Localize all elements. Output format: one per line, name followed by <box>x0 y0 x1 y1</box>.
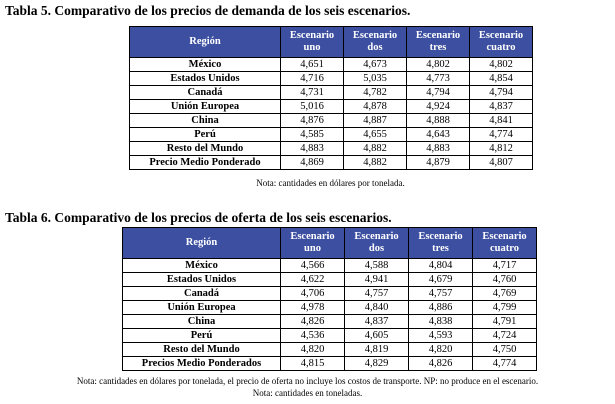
table-row <box>130 72 533 86</box>
value-cell: 4,837 <box>345 315 409 329</box>
table-row <box>130 58 533 72</box>
region-cell: Precios Medio Ponderados <box>123 357 281 371</box>
table6-header-1-line-0: Escenario <box>290 231 335 242</box>
value-cell: 4,757 <box>345 287 409 301</box>
region-cell: México <box>130 58 281 72</box>
value-cell: 4,760 <box>473 273 537 287</box>
value-cell: 4,536 <box>281 329 345 343</box>
region-cell: Precio Medio Ponderado <box>130 156 281 170</box>
value-cell: 4,651 <box>281 58 344 72</box>
value-cell: 5,016 <box>281 100 344 114</box>
value-cell: 4,794 <box>470 86 533 100</box>
table6-header-1-line-1: uno <box>304 243 321 254</box>
table6-header-4-line-1: cuatro <box>490 243 519 254</box>
value-cell: 4,802 <box>407 58 470 72</box>
value-cell: 4,819 <box>345 343 409 357</box>
table5-header-0-line-0: Región <box>189 36 221 47</box>
table5-note: Nota: cantidades en dólares por tonelada. <box>256 178 405 188</box>
value-cell: 4,655 <box>344 128 407 142</box>
table5-header-row <box>130 27 533 58</box>
region-cell: Canadá <box>123 287 281 301</box>
table-row <box>123 315 537 329</box>
value-cell: 4,807 <box>470 156 533 170</box>
table6-header-row <box>123 228 537 259</box>
table6-header-4 <box>473 228 537 259</box>
table5-header-2-line-1: dos <box>367 42 383 53</box>
table-row <box>123 357 537 371</box>
region-cell: Perú <box>130 128 281 142</box>
region-cell: Unión Europea <box>123 301 281 315</box>
table5-header-1-line-0: Escenario <box>289 30 335 41</box>
value-cell: 4,605 <box>345 329 409 343</box>
table5-header-4-line-0: Escenario <box>478 30 524 41</box>
value-cell: 4,837 <box>470 100 533 114</box>
table-row <box>130 128 533 142</box>
value-cell: 4,673 <box>344 58 407 72</box>
value-cell: 4,886 <box>409 301 473 315</box>
value-cell: 4,883 <box>407 142 470 156</box>
value-cell: 4,812 <box>470 142 533 156</box>
table6-header-3-line-1: tres <box>432 243 449 254</box>
table-row <box>130 156 533 170</box>
table-row <box>123 287 537 301</box>
value-cell: 4,799 <box>473 301 537 315</box>
table6-header-2-line-0: Escenario <box>354 231 399 242</box>
table5-header-0 <box>130 27 281 58</box>
value-cell: 4,820 <box>281 343 345 357</box>
table-row <box>130 86 533 100</box>
table-row <box>123 301 537 315</box>
value-cell: 4,888 <box>407 114 470 128</box>
table-row <box>130 100 533 114</box>
value-cell: 4,791 <box>473 315 537 329</box>
value-cell: 4,593 <box>409 329 473 343</box>
value-cell: 4,876 <box>281 114 344 128</box>
table5-header-2-line-0: Escenario <box>352 30 398 41</box>
value-cell: 4,826 <box>281 315 345 329</box>
value-cell: 4,794 <box>407 86 470 100</box>
region-cell: China <box>123 315 281 329</box>
region-cell: Estados Unidos <box>123 273 281 287</box>
value-cell: 4,815 <box>281 357 345 371</box>
table5-header-1-line-1: uno <box>303 42 321 53</box>
value-cell: 4,706 <box>281 287 345 301</box>
table5-title: Tabla 5. Comparativo de los precios de demanda de los seis escenarios. <box>5 3 411 18</box>
region-cell: Resto del Mundo <box>123 343 281 357</box>
value-cell: 4,883 <box>281 142 344 156</box>
value-cell: 4,879 <box>407 156 470 170</box>
value-cell: 4,924 <box>407 100 470 114</box>
table5-header-4 <box>470 27 533 58</box>
value-cell: 4,978 <box>281 301 345 315</box>
region-cell: México <box>123 259 281 273</box>
value-cell: 4,774 <box>473 357 537 371</box>
value-cell: 4,838 <box>409 315 473 329</box>
table5-header-3 <box>407 27 470 58</box>
value-cell: 4,802 <box>470 58 533 72</box>
value-cell: 4,826 <box>409 357 473 371</box>
value-cell: 4,854 <box>470 72 533 86</box>
value-cell: 4,731 <box>281 86 344 100</box>
table6-header-4-line-0: Escenario <box>482 231 527 242</box>
table6-note-line2: Nota: cantidades en toneladas. <box>252 388 363 398</box>
table6-header-3-line-0: Escenario <box>418 231 463 242</box>
table5-header-1 <box>281 27 344 58</box>
value-cell: 4,622 <box>281 273 345 287</box>
value-cell: 4,769 <box>473 287 537 301</box>
value-cell: 4,887 <box>344 114 407 128</box>
region-cell: China <box>130 114 281 128</box>
value-cell: 4,643 <box>407 128 470 142</box>
region-cell: Perú <box>123 329 281 343</box>
value-cell: 4,804 <box>409 259 473 273</box>
table5-demand-prices <box>129 26 533 170</box>
table5-header-4-line-1: cuatro <box>486 42 516 53</box>
value-cell: 4,773 <box>407 72 470 86</box>
table6-header-3 <box>409 228 473 259</box>
region-cell: Canadá <box>130 86 281 100</box>
value-cell: 4,941 <box>345 273 409 287</box>
value-cell: 4,782 <box>344 86 407 100</box>
table5-header-2 <box>344 27 407 58</box>
table6-title: Tabla 6. Comparativo de los precios de oferta de los seis escenarios. <box>5 210 392 225</box>
value-cell: 4,724 <box>473 329 537 343</box>
table-row <box>123 329 537 343</box>
table5-header-3-line-0: Escenario <box>415 30 461 41</box>
table-row <box>123 259 537 273</box>
table-row <box>130 114 533 128</box>
value-cell: 5,035 <box>344 72 407 86</box>
value-cell: 4,841 <box>470 114 533 128</box>
value-cell: 4,750 <box>473 343 537 357</box>
value-cell: 4,882 <box>344 156 407 170</box>
table6-header-0 <box>123 228 281 259</box>
table5-header-3-line-1: tres <box>429 42 447 53</box>
table5-body <box>130 58 533 170</box>
value-cell: 4,566 <box>281 259 345 273</box>
value-cell: 4,717 <box>473 259 537 273</box>
table6-header-2-line-1: dos <box>368 243 385 254</box>
region-cell: Estados Unidos <box>130 72 281 86</box>
table6-header-1 <box>281 228 345 259</box>
table6-body <box>123 259 537 371</box>
table6-header-2 <box>345 228 409 259</box>
value-cell: 4,820 <box>409 343 473 357</box>
value-cell: 4,716 <box>281 72 344 86</box>
value-cell: 4,878 <box>344 100 407 114</box>
table-row <box>130 142 533 156</box>
region-cell: Unión Europea <box>130 100 281 114</box>
table-row <box>123 273 537 287</box>
value-cell: 4,882 <box>344 142 407 156</box>
region-cell: Resto del Mundo <box>130 142 281 156</box>
value-cell: 4,588 <box>345 259 409 273</box>
value-cell: 4,585 <box>281 128 344 142</box>
table6-header-0-line-0: Región <box>185 237 218 248</box>
table6-supply-prices <box>122 227 537 371</box>
value-cell: 4,757 <box>409 287 473 301</box>
value-cell: 4,869 <box>281 156 344 170</box>
table-row <box>123 343 537 357</box>
value-cell: 4,829 <box>345 357 409 371</box>
value-cell: 4,679 <box>409 273 473 287</box>
table6-note-line1: Nota: cantidades en dólares por tonelada, el precio de oferta no incluye los costos de transporte. NP: no produce en el escenario. <box>76 376 539 386</box>
value-cell: 4,774 <box>470 128 533 142</box>
value-cell: 4,840 <box>345 301 409 315</box>
